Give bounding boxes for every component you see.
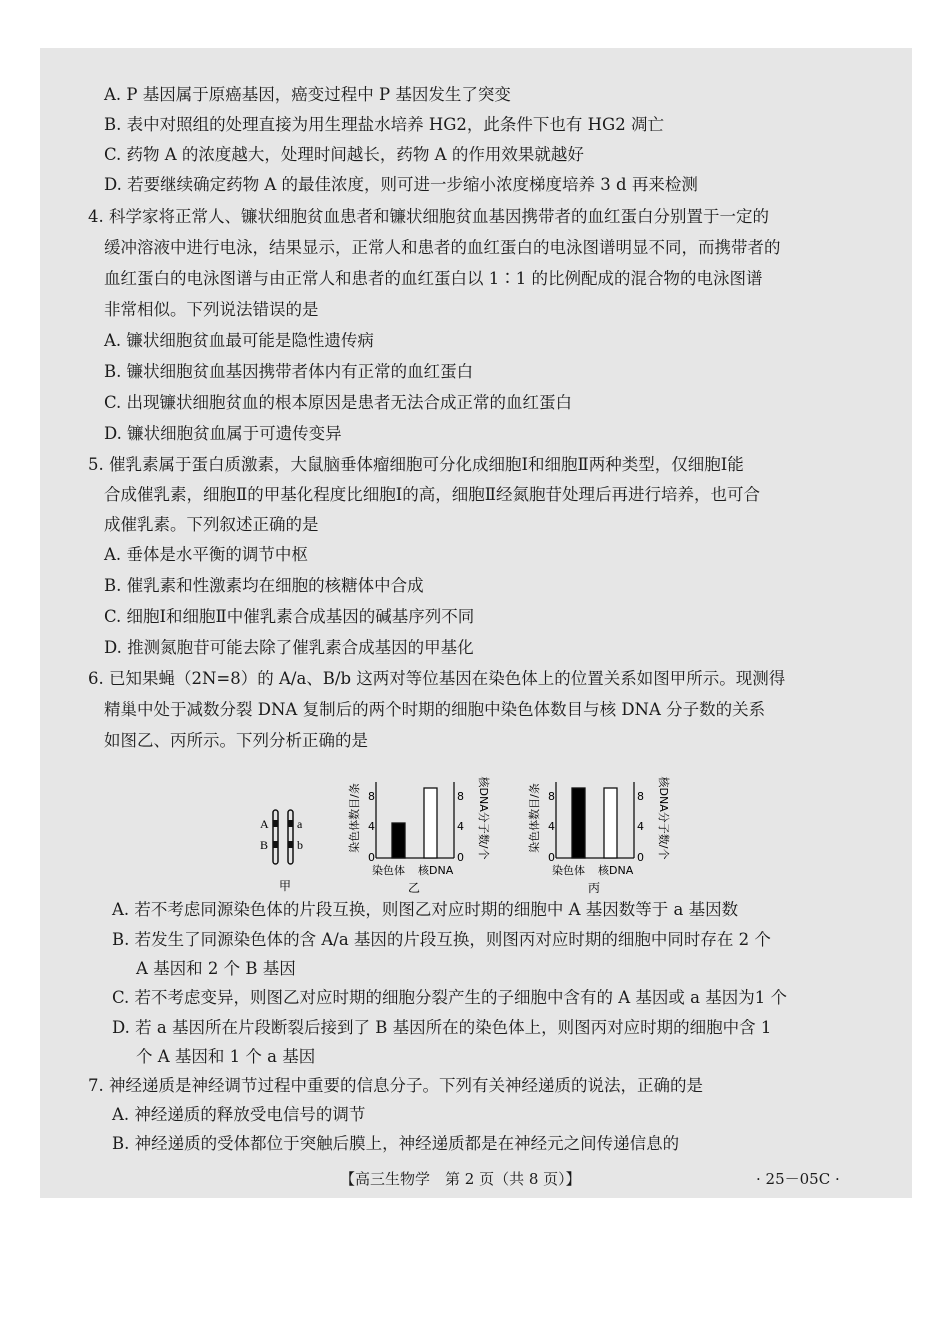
q6-option-a: A. 若不考虑同源染色体的片段互换，则图乙对应时期的细胞中 A 基因数等于 a 基因数 bbox=[112, 900, 739, 919]
page-footer-center: 【高三生物学 第 2 页（共 8 页）】 bbox=[340, 1170, 581, 1188]
chart-bing-tick-right-8: 8 bbox=[637, 790, 644, 803]
chart-bing bbox=[520, 758, 680, 898]
q6-stem-line-2: 精巢中处于减数分裂 DNA 复制后的两个时期的细胞中染色体数目与核 DNA 分子数的关系 bbox=[104, 700, 766, 719]
chart-yi-tick-right-4: 4 bbox=[457, 820, 464, 833]
figure-jia-caption: 甲 bbox=[279, 879, 292, 893]
chart-yi-tick-left-4: 4 bbox=[368, 820, 375, 833]
locus-B bbox=[273, 841, 278, 848]
locus-A bbox=[273, 820, 278, 827]
chart-yi-ylabel-right: 核DNA分子数/个 bbox=[477, 776, 490, 860]
chart-bing-category-1: 染色体 bbox=[552, 864, 585, 877]
chart-bing-bar-chromosome bbox=[572, 788, 585, 858]
chart-bing-tick-right-0: 0 bbox=[637, 851, 644, 864]
chart-yi-caption: 乙 bbox=[408, 881, 421, 895]
chart-bing-ylabel-right: 核DNA分子数/个 bbox=[657, 776, 670, 860]
figure-jia-chromosomes bbox=[255, 800, 315, 896]
q4-option-c: C. 出现镰状细胞贫血的根本原因是患者无法合成正常的血红蛋白 bbox=[104, 393, 573, 412]
q7-option-a: A. 神经递质的释放受电信号的调节 bbox=[112, 1105, 366, 1124]
chromosome-right bbox=[288, 810, 293, 864]
q4-option-d: D. 镰状细胞贫血属于可遗传变异 bbox=[104, 424, 342, 443]
q5-option-a: A. 垂体是水平衡的调节中枢 bbox=[104, 545, 308, 564]
chart-yi-category-1: 染色体 bbox=[372, 864, 405, 877]
gene-label-B: B bbox=[260, 838, 269, 852]
q5-stem-line-2: 合成催乳素，细胞Ⅱ的甲基化程度比细胞Ⅰ的高，细胞Ⅱ经氮胞苷处理后再进行培养，也可合 bbox=[104, 485, 760, 504]
chart-bing-bar-dna bbox=[604, 788, 617, 858]
q3-option-c: C. 药物 A 的浓度越大，处理时间越长，药物 A 的作用效果就越好 bbox=[104, 145, 584, 164]
q6-option-d-line-1: D. 若 a 基因所在片段断裂后接到了 B 基因所在的染色体上，则图丙对应时期的细胞中含 1 bbox=[112, 1018, 772, 1037]
chart-yi-bar-chromosome bbox=[392, 823, 405, 858]
q4-stem-line-3: 血红蛋白的电泳图谱与由正常人和患者的血红蛋白以 1∶1 的比例配成的混合物的电泳图谱 bbox=[104, 269, 763, 288]
q4-stem-line-1: 4. 科学家将正常人、镰状细胞贫血患者和镰状细胞贫血基因携带者的血红蛋白分别置于一定的 bbox=[88, 207, 769, 226]
q6-stem-line-3: 如图乙、丙所示。下列分析正确的是 bbox=[104, 731, 368, 750]
page-footer-code: · 25－05C · bbox=[756, 1170, 840, 1188]
chart-yi bbox=[340, 758, 500, 898]
q4-option-a: A. 镰状细胞贫血最可能是隐性遗传病 bbox=[104, 331, 374, 350]
q6-option-b-line-2: A 基因和 2 个 B 基因 bbox=[136, 959, 296, 978]
locus-b bbox=[288, 841, 293, 848]
q5-stem-line-3: 成催乳素。下列叙述正确的是 bbox=[104, 515, 319, 534]
chart-bing-tick-left-8: 8 bbox=[548, 790, 555, 803]
q6-option-d-line-2: 个 A 基因和 1 个 a 基因 bbox=[136, 1047, 316, 1066]
gene-label-b: b bbox=[297, 838, 303, 852]
q5-option-d: D. 推测氮胞苷可能去除了催乳素合成基因的甲基化 bbox=[104, 638, 474, 657]
chart-bing-tick-right-4: 4 bbox=[637, 820, 644, 833]
chart-bing-ylabel-left: 染色体数目/条 bbox=[528, 783, 541, 853]
q6-stem-line-1: 6. 已知果蝇（2N=8）的 A/a、B/b 这两对等位基因在染色体上的位置关系如图甲所示。现测得 bbox=[88, 669, 786, 688]
chart-yi-tick-left-0: 0 bbox=[368, 851, 375, 864]
chart-bing-tick-left-0: 0 bbox=[548, 851, 555, 864]
q7-stem: 7. 神经递质是神经调节过程中重要的信息分子。下列有关神经递质的说法，正确的是 bbox=[88, 1076, 703, 1095]
chart-yi-bar-dna bbox=[424, 788, 437, 858]
chart-yi-tick-left-8: 8 bbox=[368, 790, 375, 803]
chart-bing-caption: 丙 bbox=[588, 881, 601, 895]
q7-option-b: B. 神经递质的受体都位于突触后膜上，神经递质都是在神经元之间传递信息的 bbox=[112, 1134, 680, 1153]
chart-bing-category-2: 核DNA bbox=[598, 864, 634, 877]
q4-stem-line-4: 非常相似。下列说法错误的是 bbox=[104, 300, 319, 319]
q3-option-b: B. 表中对照组的处理直接为用生理盐水培养 HG2，此条件下也有 HG2 凋亡 bbox=[104, 115, 664, 134]
chart-yi-ylabel-left: 染色体数目/条 bbox=[348, 783, 361, 853]
chart-bing-tick-left-4: 4 bbox=[548, 820, 555, 833]
q3-option-d: D. 若要继续确定药物 A 的最佳浓度，则可进一步缩小浓度梯度培养 3 d 再来检测 bbox=[104, 175, 698, 194]
q6-option-c: C. 若不考虑变异，则图乙对应时期的细胞分裂产生的子细胞中含有的 A 基因或 a 基因为1 个 bbox=[112, 988, 788, 1007]
chart-yi-category-2: 核DNA bbox=[418, 864, 454, 877]
gene-label-A: A bbox=[260, 817, 269, 831]
chromosome-left bbox=[273, 810, 278, 864]
q6-option-b-line-1: B. 若发生了同源染色体的含 A/a 基因的片段互换，则图丙对应时期的细胞中同时存在 2 个 bbox=[112, 930, 771, 949]
q4-stem-line-2: 缓冲溶液中进行电泳，结果显示，正常人和患者的血红蛋白的电泳图谱明显不同，而携带者的 bbox=[104, 238, 781, 257]
q4-option-b: B. 镰状细胞贫血基因携带者体内有正常的血红蛋白 bbox=[104, 362, 474, 381]
locus-a bbox=[288, 820, 293, 827]
q5-stem-line-1: 5. 催乳素属于蛋白质激素，大鼠脑垂体瘤细胞可分化成细胞Ⅰ和细胞Ⅱ两种类型，仅细胞Ⅰ能 bbox=[88, 455, 744, 474]
q5-option-c: C. 细胞Ⅰ和细胞Ⅱ中催乳素合成基因的碱基序列不同 bbox=[104, 607, 475, 626]
q3-option-a: A. P 基因属于原癌基因，癌变过程中 P 基因发生了突变 bbox=[104, 85, 511, 104]
chart-yi-tick-right-8: 8 bbox=[457, 790, 464, 803]
chart-yi-tick-right-0: 0 bbox=[457, 851, 464, 864]
gene-label-a: a bbox=[297, 817, 303, 831]
q5-option-b: B. 催乳素和性激素均在细胞的核糖体中合成 bbox=[104, 576, 424, 595]
